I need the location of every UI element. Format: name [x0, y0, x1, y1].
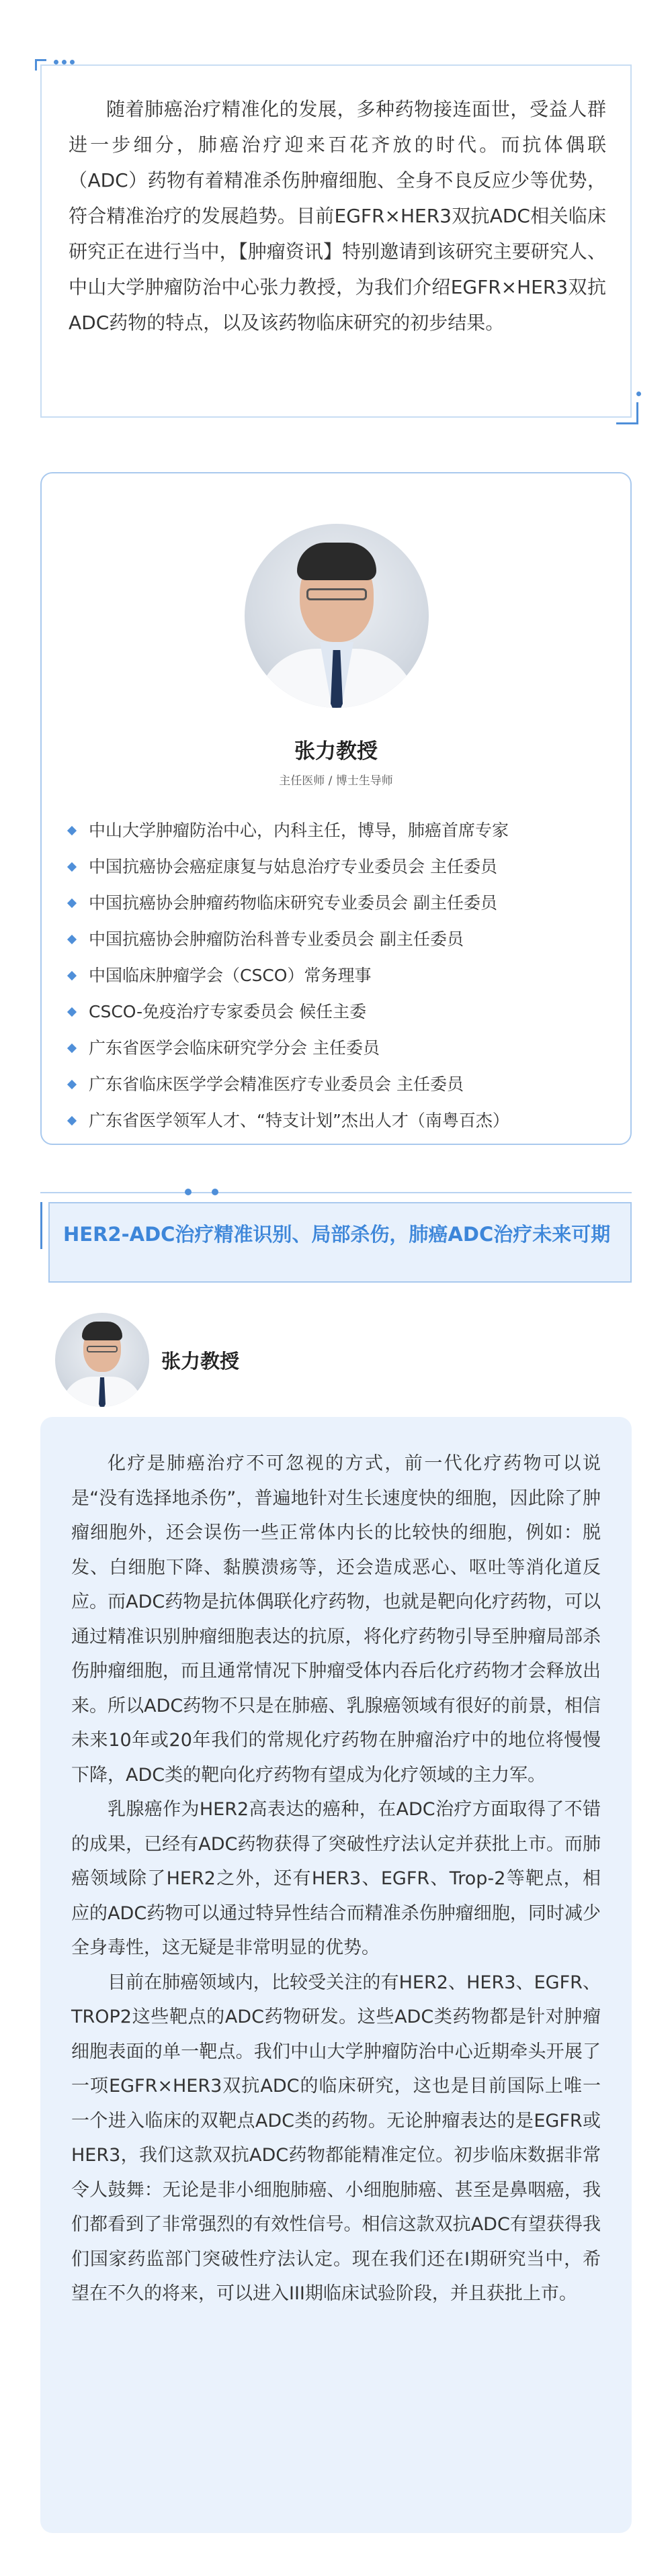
list-item: 广东省医学会临床研究学分会 主任委员: [66, 1030, 509, 1066]
section-heading: HER2-ADC治疗精准识别、局部杀伤，肺癌ADC治疗未来可期: [63, 1223, 611, 1246]
list-item: 中山大学肿瘤防治中心，内科主任，博导，肺癌首席专家: [66, 813, 509, 849]
diamond-bullet-icon: [67, 1116, 77, 1125]
diamond-bullet-icon: [67, 862, 77, 872]
dots-decoration: [54, 60, 75, 64]
expert-photo: [245, 524, 429, 708]
diamond-bullet-icon: [67, 971, 77, 980]
expert-title: 主任医师 / 博士生导师: [279, 774, 393, 788]
speaker-name: 张力教授: [161, 1350, 240, 1373]
corner-decoration: [616, 402, 638, 424]
diamond-bullet-icon: [67, 1044, 77, 1053]
article-paragraph: 乳腺癌作为HER2高表达的癌种，在ADC治疗方面取得了不错的成果，已经有ADC药物获得了突破性疗法认定并获批上市。而肺癌领域除了HER2之外，还有HER3、EGFR、Trop-2等靶点，相应的ADC药物可以通过特异性结合而精准杀伤肿瘤细胞，同时减少全身毒性，这无疑是非常明显的优势。: [71, 1799, 601, 1958]
article-paragraph: 化疗是肺癌治疗不可忽视的方式，前一代化疗药物可以说是“没有选择地杀伤”，普遍地针对生长速度快的细胞，因此除了肿瘤细胞外，还会误伤一些正常体内长的比较快的细胞，例如：脱发、白细胞下降、黏膜溃疡等，还会造成恶心、呕吐等消化道反应。而ADC药物是抗体偶联化疗药物，也就是靶向化疗药物，可以通过精准识别肿瘤细胞表达的抗原，将化疗药物引导至肿瘤局部杀伤肿瘤细胞，而且通常情况下肿瘤受体内吞后化疗药物才会释放出来。所以ADC药物不只是在肺癌、乳腺癌领域有很好的前景，相信未来10年或20年我们的常规化疗药物在肿瘤治疗中的地位将慢慢下降，ADC类的靶向化疗药物有望成为化疗领域的主力军。: [71, 1453, 601, 1786]
divider-dot: [185, 1189, 192, 1195]
expert-name: 张力教授: [294, 739, 378, 764]
expert-profile-card: [40, 472, 632, 1145]
list-item: 中国抗癌协会肿瘤药物临床研究专业委员会 副主任委员: [66, 885, 509, 921]
divider-dot: [212, 1189, 218, 1195]
intro-box: [40, 64, 632, 418]
section-heading-box: [48, 1202, 632, 1283]
article-paragraph: 目前在肺癌领域内，比较受关注的有HER2、HER3、EGFR、TROP2这些靶点的ADC药物研发。这些ADC类药物都是针对肿瘤细胞表面的单一靶点。我们中山大学肿瘤防治中心近期牵头开展了一项EGFR×HER3双抗ADC的临床研究，这也是目前国际上唯一一个进入临床的双靶点ADC类的药物。无论肿瘤表达的是EGFR或HER3，我们这款双抗ADC药物都能精准定位。初步临床数据非常令人鼓舞：无论是非小细胞肺癌、小细胞肺癌、甚至是鼻咽癌，我们都看到了非常强烈的有效性信号。相信这款双抗ADC有望获得我们国家药监部门突破性疗法认定。现在我们还在I期研究当中，希望在不久的将来，可以进入III期临床试验阶段，并且获批上市。: [71, 1972, 601, 2304]
corner-decoration: [35, 59, 46, 71]
corner-dot-decoration: [636, 392, 641, 396]
expert-credentials-list: [66, 813, 509, 1139]
list-item: 中国临床肿瘤学会（CSCO）常务理事: [66, 958, 509, 994]
intro-text: 随着肺癌治疗精准化的发展，多种药物接连面世，受益人群进一步细分，肺癌治疗迎来百花齐放的时代。而抗体偶联（ADC）药物有着精准杀伤肿瘤细胞、全身不良反应少等优势，符合精准治疗的发展趋势。目前EGFR×HER3双抗ADC相关临床研究正在进行当中，【肿瘤资讯】特别邀请到该研究主要研究人、中山大学肿瘤防治中心张力教授，为我们介绍EGFR×HER3双抗ADC药物的特点，以及该药物临床研究的初步结果。: [69, 98, 606, 334]
speaker-avatar: [55, 1313, 149, 1407]
diamond-bullet-icon: [67, 899, 77, 908]
section-divider: [40, 1192, 632, 1193]
list-item: CSCO-免疫治疗专家委员会 候任主委: [66, 994, 509, 1030]
diamond-bullet-icon: [67, 1007, 77, 1017]
accent-bar: [40, 1202, 42, 1249]
list-item: 广东省医学领军人才、“特支计划”杰出人才（南粤百杰）: [66, 1103, 509, 1139]
diamond-bullet-icon: [67, 1080, 77, 1089]
list-item: 广东省临床医学学会精准医疗专业委员会 主任委员: [66, 1066, 509, 1103]
article-body: [40, 1417, 632, 2533]
list-item: 中国抗癌协会肿瘤防治科普专业委员会 副主任委员: [66, 921, 509, 958]
diamond-bullet-icon: [67, 935, 77, 944]
diamond-bullet-icon: [67, 826, 77, 835]
list-item: 中国抗癌协会癌症康复与姑息治疗专业委员会 主任委员: [66, 849, 509, 885]
